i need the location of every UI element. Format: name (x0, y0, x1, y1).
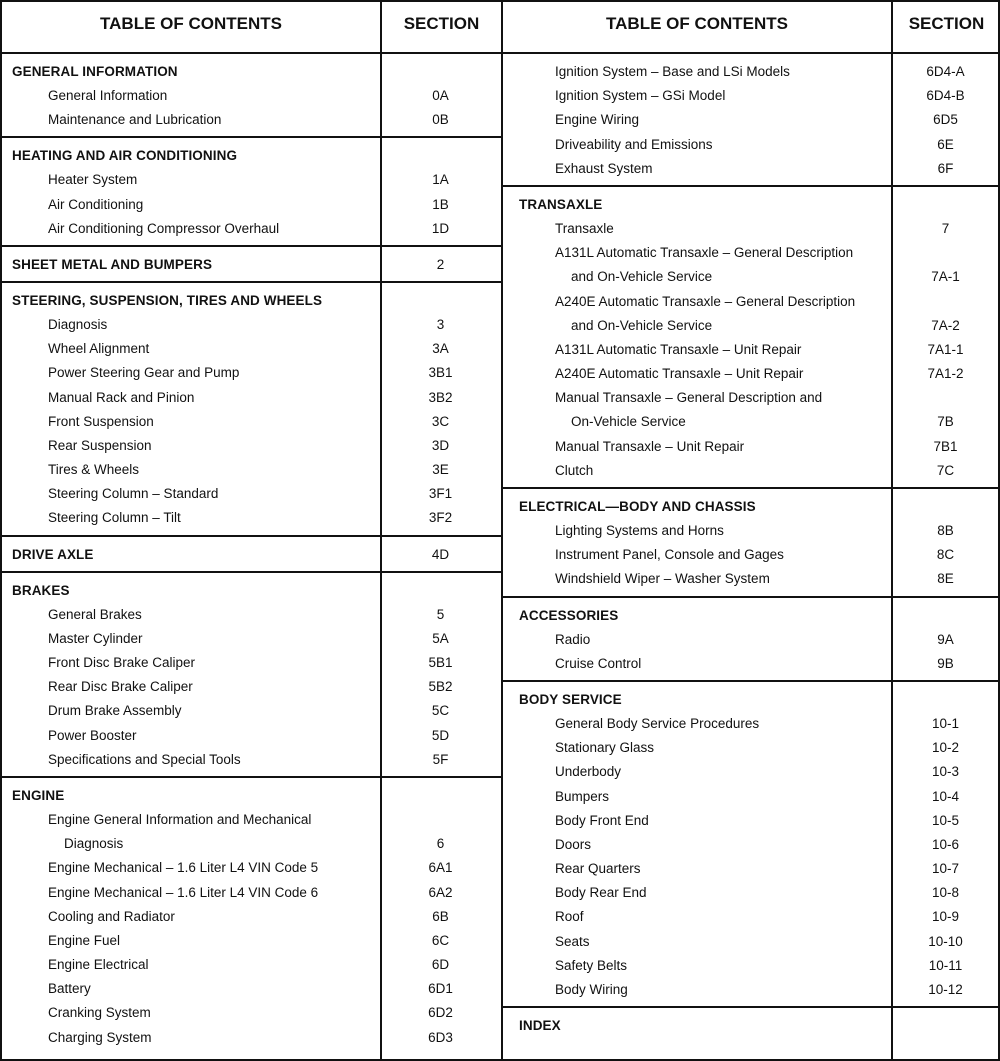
entry-section-code: 1B (432, 196, 449, 212)
entry-title: Wheel Alignment (48, 341, 150, 357)
entry-section-code: 6D2 (428, 1005, 453, 1021)
group-title: GENERAL INFORMATION (12, 64, 178, 79)
toc-entry (503, 930, 1000, 954)
toc-group (503, 598, 1000, 682)
toc-entry (2, 724, 501, 748)
entry-section-code: 10-9 (931, 909, 960, 925)
entry-title: Maintenance and Lubrication (48, 112, 222, 128)
toc-entry (2, 832, 501, 856)
toc-entry (503, 265, 1000, 289)
entry-title: Driveability and Emissions (555, 136, 713, 152)
entry-title: Power Steering Gear and Pump (48, 365, 240, 381)
group-section-code: 4D (431, 546, 450, 562)
toc-header-left (2, 2, 501, 54)
toc-entry (503, 314, 1000, 338)
toc-entry (503, 84, 1000, 108)
toc-entry (503, 217, 1000, 241)
toc-entry (2, 881, 501, 905)
entry-title: Instrument Panel, Console and Gages (555, 547, 784, 563)
entry-title: Doors (555, 836, 592, 852)
entry-title: Seats (555, 933, 590, 949)
toc-entry (503, 60, 1000, 84)
toc-entry (503, 241, 1000, 265)
group-title: ELECTRICAL—BODY AND CHASSIS (519, 499, 756, 514)
toc-entry (503, 459, 1000, 483)
entry-title: Engine Electrical (48, 957, 149, 973)
toc-group (2, 283, 501, 537)
group-title: ENGINE (12, 787, 65, 803)
group-title: BODY SERVICE (519, 691, 622, 707)
toc-entry (2, 84, 501, 108)
entry-section-code: 7C (936, 462, 955, 478)
toc-entry (2, 699, 501, 723)
entry-title: Diagnosis (48, 316, 108, 332)
toc-entry (2, 1001, 501, 1025)
entry-section-code: 0B (432, 112, 449, 128)
toc-entry (2, 217, 501, 241)
entry-title: Power Booster (48, 727, 137, 743)
toc-entry (503, 760, 1000, 784)
entry-section-code: 6D5 (933, 112, 958, 128)
entry-title: A131L Automatic Transaxle – Unit Repair (555, 341, 802, 357)
entry-section-code: 6A2 (428, 884, 453, 900)
entry-section-code: 10-4 (931, 788, 960, 804)
entry-title: and On-Vehicle Service (571, 317, 713, 333)
entry-title: Battery (48, 981, 91, 997)
entry-section-code: 7 (941, 220, 950, 236)
toc-entry (2, 905, 501, 929)
toc-entry (2, 168, 501, 192)
entry-title: On-Vehicle Service (571, 414, 686, 430)
toc-entry (2, 808, 501, 832)
entry-section-code: 6C (431, 932, 450, 948)
entry-title: and On-Vehicle Service (571, 269, 713, 285)
entry-section-code: 6A1 (428, 860, 453, 876)
entry-section-code: 0A (432, 88, 449, 103)
entry-title: Manual Rack and Pinion (48, 389, 195, 405)
entry-title: Air Conditioning (48, 196, 144, 212)
toc-entry (2, 1026, 501, 1050)
entry-title: Front Disc Brake Caliper (48, 655, 196, 670)
toc-entry (503, 712, 1000, 736)
toc-entry (503, 567, 1000, 591)
toc-entry (503, 809, 1000, 833)
entry-title: Drum Brake Assembly (48, 703, 182, 719)
entry-title: Body Rear End (555, 885, 647, 901)
entry-section-code: 1A (432, 172, 449, 188)
group-title: INDEX (519, 1018, 561, 1034)
section-heading: SECTION (380, 2, 501, 52)
entry-title: Windshield Wiper – Washer System (555, 571, 770, 587)
entry-title: General Body Service Procedures (555, 715, 760, 731)
entry-title: Radio (555, 631, 591, 647)
entry-title: Safety Belts (555, 957, 628, 973)
entry-section-code: 10-2 (931, 740, 960, 756)
entry-section-code: 10-10 (928, 933, 963, 949)
toc-group (503, 54, 1000, 187)
entry-section-code: 10-3 (931, 764, 960, 780)
group-title: DRIVE AXLE (12, 546, 94, 562)
entry-section-code: 9A (937, 631, 954, 647)
entry-section-code: 8B (937, 523, 954, 538)
toc-heading: TABLE OF CONTENTS (606, 14, 788, 33)
entry-section-code: 7A-2 (931, 317, 960, 333)
entry-title: Ignition System – Base and LSi Models (555, 64, 790, 79)
entry-title: Steering Column – Standard (48, 486, 219, 502)
entry-title: Manual Transaxle – Unit Repair (555, 438, 745, 454)
entry-section-code: 6D (431, 957, 450, 973)
entry-title: Tires & Wheels (48, 462, 140, 478)
group-title: SHEET METAL AND BUMPERS (12, 256, 213, 272)
entry-section-code: 8C (936, 547, 955, 563)
toc-entry (2, 651, 501, 675)
toc-group (503, 682, 1000, 1008)
entry-section-code: 7B1 (933, 438, 958, 454)
entry-section-code: 10-8 (931, 885, 960, 901)
entry-title: Rear Suspension (48, 437, 152, 453)
entry-title: Ignition System – GSi Model (555, 88, 726, 104)
entry-section-code: 10-1 (931, 715, 960, 731)
entry-section-code: 7B (937, 414, 954, 430)
group-title: BRAKES (12, 582, 70, 598)
entry-title: Rear Quarters (555, 861, 641, 877)
entry-section-code: 10-11 (928, 957, 963, 973)
toc-entry (2, 953, 501, 977)
toc-entry (503, 290, 1000, 314)
entry-title: Steering Column – Tilt (48, 510, 181, 526)
entry-section-code: 10-5 (931, 812, 960, 828)
toc-entry (503, 386, 1000, 410)
entry-title: Air Conditioning Compressor Overhaul (48, 220, 280, 236)
entry-title: Manual Transaxle – General Description and (555, 390, 823, 406)
entry-section-code: 3B1 (428, 365, 453, 381)
entry-title: Heater System (48, 172, 138, 188)
entry-title: Bumpers (555, 788, 610, 804)
toc-header-right (503, 2, 1000, 54)
entry-section-code: 6 (436, 836, 445, 852)
entry-title: Rear Disc Brake Caliper (48, 679, 193, 695)
entry-section-code: 5D (431, 727, 450, 743)
toc-entry (2, 627, 501, 651)
entry-section-code: 10-6 (931, 836, 960, 852)
toc-entry (2, 108, 501, 132)
entry-title: Front Suspension (48, 413, 154, 429)
toc-right-column (501, 2, 1000, 1059)
entry-section-code: 5B2 (428, 679, 453, 695)
group-title: STEERING, SUSPENSION, TIRES AND WHEELS (12, 292, 323, 308)
toc-entry (503, 628, 1000, 652)
entry-title: Lighting Systems and Horns (555, 523, 724, 538)
toc-entry (2, 603, 501, 627)
toc-entry (503, 905, 1000, 929)
section-heading: SECTION (891, 2, 1000, 52)
entry-title: Specifications and Special Tools (48, 751, 241, 767)
entry-section-code: 7A1-1 (927, 341, 964, 357)
toc-entry (2, 313, 501, 337)
toc-group (503, 489, 1000, 598)
toc-entry (2, 434, 501, 458)
entry-section-code: 6D4-B (926, 88, 965, 104)
entry-title: General Information (48, 88, 168, 103)
toc-entry (2, 675, 501, 699)
toc-left-body (2, 54, 501, 1054)
toc-group (503, 1008, 1000, 1042)
entry-section-code: 5F (432, 751, 449, 767)
group-section-code: 2 (436, 256, 445, 272)
group-title: HEATING AND AIR CONDITIONING (12, 148, 238, 164)
entry-section-code: 6D1 (428, 981, 453, 997)
toc-entry (503, 833, 1000, 857)
toc-group (2, 537, 501, 573)
toc-entry (2, 977, 501, 1001)
toc-group (2, 247, 501, 283)
entry-title: A131L Automatic Transaxle – General Description (555, 245, 854, 261)
entry-title: Exhaust System (555, 160, 653, 176)
toc-entry (503, 133, 1000, 157)
toc-entry (503, 785, 1000, 809)
entry-section-code: 5A (432, 630, 449, 646)
entry-section-code: 6D3 (428, 1029, 453, 1045)
toc-group (2, 138, 501, 247)
toc-entry (2, 748, 501, 772)
entry-section-code: 6F (937, 160, 954, 176)
toc-entry (2, 929, 501, 953)
entry-title: Master Cylinder (48, 630, 143, 646)
toc-entry (2, 193, 501, 217)
entry-section-code: 6B (432, 908, 449, 924)
entry-title: Roof (555, 909, 584, 925)
entry-section-code: 7A1-2 (927, 366, 964, 382)
entry-title: Body Wiring (555, 982, 628, 997)
entry-title: Cruise Control (555, 655, 642, 671)
entry-title: Engine Fuel (48, 932, 121, 948)
entry-title: Body Front End (555, 812, 649, 828)
toc-entry (2, 337, 501, 361)
entry-section-code: 3F1 (428, 486, 453, 502)
entry-section-code: 3D (431, 437, 450, 453)
toc-group (2, 778, 501, 1054)
entry-section-code: 3C (431, 413, 450, 429)
toc-entry (2, 386, 501, 410)
group-title: ACCESSORIES (519, 607, 619, 623)
entry-title: Cooling and Radiator (48, 908, 175, 924)
toc-heading: TABLE OF CONTENTS (100, 14, 282, 33)
toc-entry (503, 519, 1000, 543)
toc-entry (2, 361, 501, 385)
entry-title: Transaxle (555, 220, 614, 236)
toc-group (2, 573, 501, 778)
entry-section-code: 5 (436, 606, 445, 622)
entry-section-code: 1D (431, 220, 450, 236)
entry-section-code: 9B (937, 655, 954, 671)
entry-section-code: 5B1 (428, 655, 453, 670)
entry-title: Clutch (555, 462, 594, 478)
entry-section-code: 8E (937, 571, 954, 587)
entry-title: General Brakes (48, 606, 142, 622)
toc-entry (2, 410, 501, 434)
toc-entry (503, 652, 1000, 676)
entry-title: Engine Mechanical – 1.6 Liter L4 VIN Code 6 (48, 884, 319, 900)
toc-entry (2, 458, 501, 482)
toc-entry (503, 108, 1000, 132)
toc-entry (503, 435, 1000, 459)
toc-entry (503, 338, 1000, 362)
toc-right-body (503, 54, 1000, 1042)
entry-title: Engine Wiring (555, 112, 640, 128)
entry-section-code: 10-7 (931, 861, 960, 877)
entry-title: Cranking System (48, 1005, 151, 1021)
toc-left-column (2, 2, 501, 1059)
entry-section-code: 7A-1 (931, 269, 960, 285)
entry-section-code: 6E (937, 136, 954, 152)
entry-section-code: 6D4-A (926, 64, 965, 79)
toc-entry (503, 362, 1000, 386)
group-title: TRANSAXLE (519, 196, 603, 212)
toc-entry (503, 954, 1000, 978)
entry-section-code: 3B2 (428, 389, 453, 405)
toc-entry (503, 857, 1000, 881)
entry-section-code: 5C (431, 703, 450, 719)
entry-title: Engine Mechanical – 1.6 Liter L4 VIN Code 5 (48, 860, 319, 876)
entry-section-code: 3A (432, 341, 449, 357)
toc-entry (503, 978, 1000, 1002)
toc-entry (503, 157, 1000, 181)
entry-title: Engine General Information and Mechanical (48, 811, 312, 827)
entry-title: A240E Automatic Transaxle – Unit Repair (555, 366, 804, 382)
entry-section-code: 3 (436, 316, 445, 332)
entry-section-code: 10-12 (928, 982, 963, 997)
entry-title: A240E Automatic Transaxle – General Description (555, 293, 856, 309)
toc-entry (2, 506, 501, 530)
toc-group (2, 54, 501, 138)
toc-entry (503, 736, 1000, 760)
toc-entry (2, 856, 501, 880)
entry-title: Diagnosis (64, 836, 124, 852)
entry-title: Charging System (48, 1029, 152, 1045)
toc-entry (2, 482, 501, 506)
entry-title: Underbody (555, 764, 622, 780)
toc-entry (503, 410, 1000, 434)
entry-section-code: 3F2 (428, 510, 453, 526)
toc-entry (503, 881, 1000, 905)
entry-title: Stationary Glass (555, 740, 655, 756)
toc-entry (503, 543, 1000, 567)
toc-group (503, 187, 1000, 489)
entry-section-code: 3E (432, 462, 449, 478)
